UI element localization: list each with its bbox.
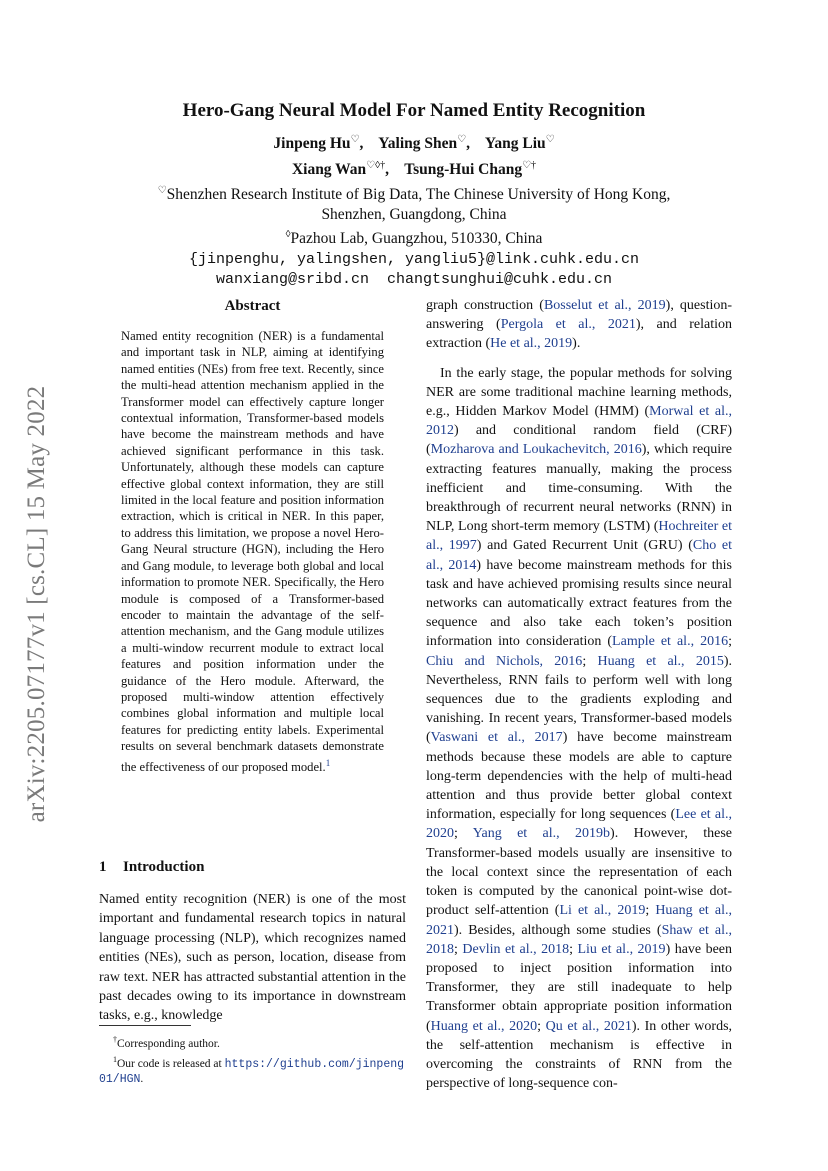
footnote-mark: 1 [113, 1054, 117, 1064]
intro-paragraph: Named entity recognition (NER) is one of the most important and fundamental research topics in natural language processing (NLP), which recognizes named entities (NEs), such as person, location, disease from raw text. NER has attracted substantial attention in the past decades owing to its importance in downstream tasks, e.g., knowledge [99, 892, 406, 1024]
author-mark: ♡ [545, 134, 555, 145]
section-title: Introduction [123, 859, 205, 875]
body-text: ) and Gated Recurrent Unit (GRU) ( [476, 538, 693, 554]
body-text: ; [569, 941, 578, 957]
body-text: ), and relation extraction ( [426, 317, 732, 352]
body-text: ; [454, 941, 463, 957]
citation-link[interactable]: Lample et al., 2016 [612, 634, 729, 650]
citation-link[interactable]: Huang et al., 2021 [426, 903, 732, 938]
body-text: ). [572, 336, 581, 352]
author-mark: ♡◊† [366, 160, 386, 172]
abstract-heading: Abstract [224, 298, 281, 314]
citation-link[interactable]: Mozharova and Loukachevitch, 2016 [430, 442, 642, 458]
citation-link[interactable]: Li et al., 2019 [559, 903, 646, 919]
body-text: ) have become mainstream methods because these models are able to capture long-term dependencies with the help of multi-head attention and thus provide better global context information, especially for long sequences ( [426, 730, 732, 823]
body-text: ), question-answering ( [426, 298, 733, 333]
right-column [426, 296, 732, 1093]
author-name: Yaling Shen [378, 135, 458, 153]
citation-link[interactable]: Lee et al., 2020 [426, 807, 733, 842]
footnote-ref[interactable]: 1 [325, 757, 331, 768]
citation-link[interactable]: Pergola et al., 2021 [500, 317, 636, 333]
author-name: Xiang Wan [291, 161, 367, 179]
authors-line-1: Jinpeng Hu♡, Yaling Shen♡, Yang Liu♡ [273, 134, 555, 153]
affiliation-text: Pazhou Lab, Guangzhou, 510330, China [290, 230, 543, 248]
body-text: ) have become mainstream methods for this task and have achieved promising results since neural networks can automatically extract features from the sequence and also take each token’s position information into consideration ( [426, 557, 732, 650]
body-text: ; [728, 634, 732, 650]
citation-link[interactable]: Shaw et al., 2018 [426, 922, 732, 957]
footnote-corresponding [99, 1032, 406, 1052]
affiliation-mark: ♡ [157, 185, 167, 197]
body-text: ) have been proposed to inject position information into Transformer, they are still inadequate to help Transformer obtain appropriate position information ( [426, 941, 733, 1034]
affiliation-1 [80, 181, 748, 205]
arxiv-identifier-stamp: arXiv:2205.07177v1 [cs.CL] 15 May 2022 [23, 385, 50, 823]
intro-paragraph-2 [426, 364, 732, 1094]
body-text: ; [645, 903, 656, 919]
citation-link[interactable]: Bosselut et al., 2019 [543, 298, 666, 313]
affiliation-2 [80, 205, 748, 225]
citation-link[interactable]: Devlin et al., 2018 [462, 941, 570, 957]
footnotes [99, 1032, 406, 1087]
body-text: ). Nevertheless, RNN fails to perform well with long sequences due to the gradients exploding and vanishing. In recent years, Transformer-based models ( [426, 653, 733, 746]
email-line-1[interactable]: {jinpenghu, yalingshen, yangliu5}@link.cuhk.edu.cn [188, 250, 640, 268]
authors-line-2: Xiang Wan♡◊†, Tsung-Hui Chang♡† [291, 160, 537, 179]
body-text: ) and conditional random field (CRF) ( [426, 423, 732, 458]
body-text: ), which require extracting features manually, making the process inefficient and time-consuming. With the breakthrough of recurrent neural networks (RNN) in NLP, Long short-term memory (LSTM) ( [426, 442, 732, 535]
body-text: ; [537, 1018, 546, 1034]
body-text: ). However, these Transformer-based models usually are insensitive to the local context since the representation of each token is computed by the canonical point-wise dot-product self-attention ( [426, 826, 732, 919]
section-number: 1 [99, 859, 107, 875]
email-line-2[interactable]: wanxiang@sribd.cn changtsunghui@cuhk.edu.cn [215, 270, 613, 288]
citation-link[interactable]: He et al., 2019 [490, 336, 573, 352]
footnote-mark: † [113, 1035, 117, 1044]
body-text: ; [454, 826, 473, 842]
citation-link[interactable]: Huang et al., 2020 [430, 1018, 538, 1034]
left-column [99, 296, 406, 1086]
body-text: ). Besides, although some studies ( [454, 922, 662, 938]
citation-link[interactable]: Liu et al., 2019 [577, 941, 666, 957]
affiliation-text: Shenzhen Research Institute of Big Data, The Chinese University of Hong Kong, [166, 186, 671, 204]
footnote-code [99, 1052, 406, 1087]
intro-paragraph-continued [426, 296, 732, 354]
citation-link[interactable]: Huang et al., 2015 [597, 653, 724, 669]
footnote-text: . [140, 1072, 144, 1085]
footnote-text: Corresponding author. [117, 1037, 220, 1050]
paper-header [80, 98, 748, 290]
author-name: Yang Liu [484, 135, 546, 153]
citation-link[interactable]: Hochreiter et al., 1997 [426, 519, 732, 554]
author-name: Tsung-Hui Chang [404, 161, 523, 179]
affiliation-3 [80, 225, 748, 249]
body-text: graph construction ( [426, 298, 544, 313]
affiliation-text: Shenzhen, Guangdong, China [321, 206, 507, 224]
footnote-text: Our code is released at [117, 1057, 225, 1070]
citation-link[interactable]: Chiu and Nichols, 2016 [426, 653, 583, 669]
author-mark: ♡† [522, 160, 537, 172]
citation-link[interactable]: Cho et al., 2014 [426, 538, 732, 573]
body-text: In the early stage, the popular methods for solving NER are some traditional machine learning methods, e.g., Hidden Markov Model (HMM) ( [426, 365, 732, 420]
section-heading-introduction [99, 859, 204, 876]
abstract-body [121, 328, 384, 775]
citation-link[interactable]: Yang et al., 2019b [472, 826, 611, 842]
body-text: ). In other words, the self-attention mechanism is effective in overcoming the constraints of RNN from the perspective of long-sequence con- [426, 1018, 733, 1092]
abstract-text: Named entity recognition (NER) is a fundamental and important task in NLP, aiming at identifying named entities (NEs) from free text. Recently, since the multi-head attention mechanism applied in the Transformer model can effectively capture longer contextual information, Transformer-based models have become the mainstream methods and have achieved significant performance in this task. Unfortunately, although these models can capture effective global context information, they are still limited in the local feature and position information extraction, which is critical in NER. In this paper, to address this limitation, we propose a novel Hero-Gang Neural structure (HGN), including the Hero and Gang module, to leverage both global and local information to promote NER. Specifically, the Hero module is composed of a Transformer-based encoder to maintain the advantage of the self-attention mechanism, and the Gang module utilizes a multi-window recurrent module to extract local features and position information under the guidance of the Hero module. Afterward, the proposed multi-window attention effectively combines global information and multiple local features for predicting entity labels. Experimental results on several benchmark datasets demonstrate the effectiveness of our proposed model. [121, 329, 384, 774]
author-name: Jinpeng Hu [273, 135, 351, 153]
body-text: ; [582, 653, 598, 669]
citation-link[interactable]: Qu et al., 2021 [545, 1018, 632, 1034]
author-mark: ♡ [457, 134, 467, 145]
citation-link[interactable]: Vaswani et al., 2017 [430, 730, 563, 746]
citation-link[interactable]: Morwal et al., 2012 [426, 404, 733, 439]
affiliation-mark: ◊ [285, 229, 291, 241]
footnote-divider [99, 1025, 191, 1026]
paper-title: Hero-Gang Neural Model For Named Entity Recognition [182, 100, 646, 121]
code-repo-link[interactable]: https://github.com/jinpeng01/HGN [99, 1057, 405, 1086]
author-mark: ♡ [350, 134, 360, 145]
